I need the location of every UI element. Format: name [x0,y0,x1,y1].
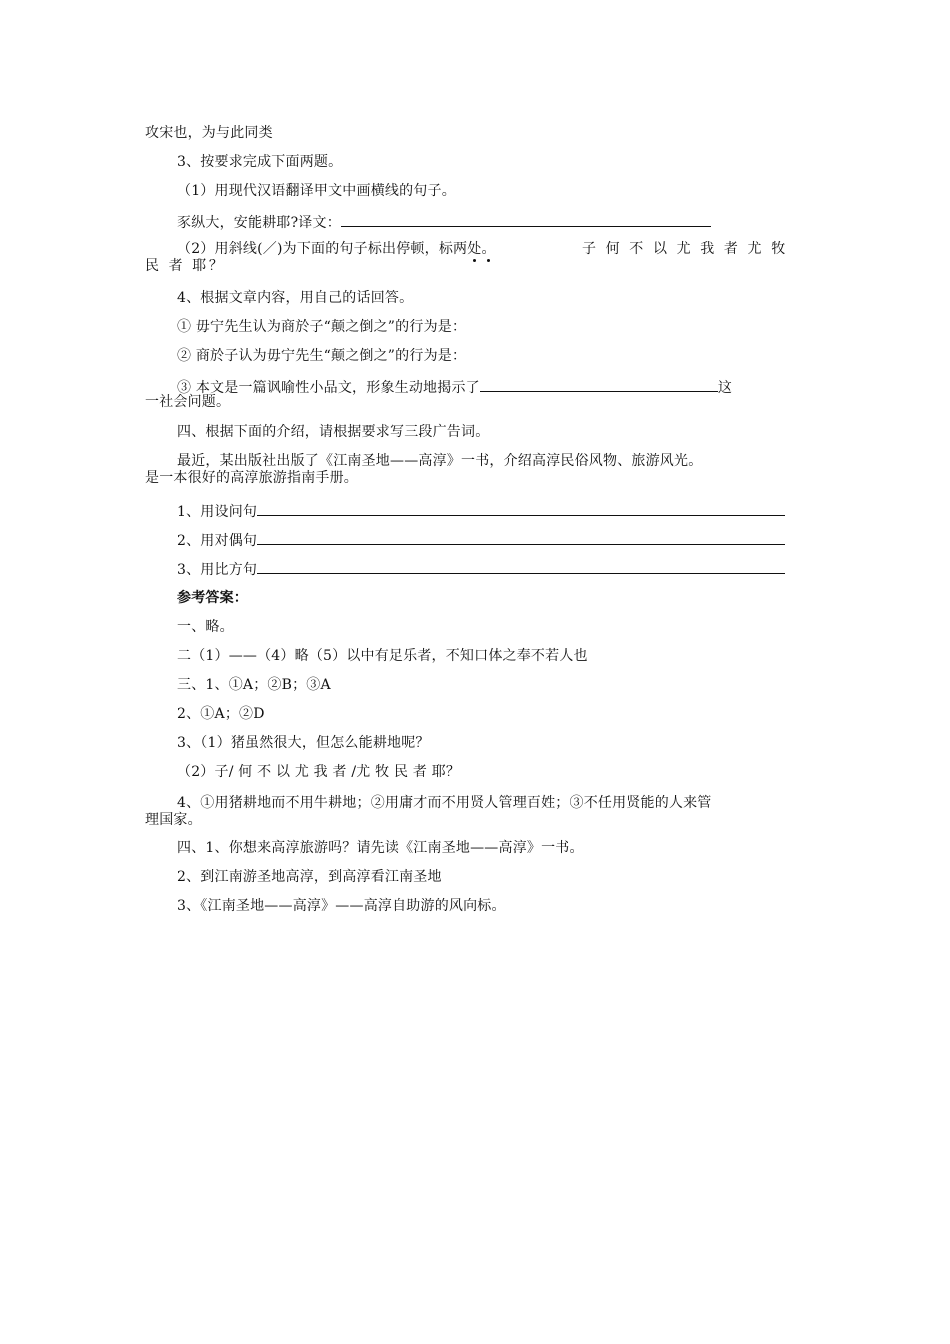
ad-task-2 [177,530,785,550]
section-4-intro-end: 是一本很好的高淳旅游指南手册。 [145,470,358,486]
answer-1: 一、略。 [177,619,234,635]
ad-task-3 [177,559,785,579]
question-3-2-sentence-end: 民 者 耶？ [145,258,226,274]
question-4-3-text-end: 这 [717,380,733,396]
ad-task-1 [177,501,785,521]
answer-3-4-end: 理国家。 [145,812,202,828]
ad-task-2-blank[interactable] [257,530,785,545]
question-4-3-blank[interactable] [480,377,718,392]
question-4-3 [177,377,732,397]
answer-4-3: 3、《江南圣地——高淳》——高淳自助游的风向标。 [177,898,506,914]
translation-answer-blank[interactable] [341,212,711,227]
question-4-1: ① 毋宁先生认为商於子“颠之倒之”的行为是： [177,319,467,335]
question-3-2-sentence: 子 何 不 以 尤 我 者 尤 牧 [582,241,788,257]
ad-task-3-blank[interactable] [257,559,785,574]
emphasis-dot-char-1: 处 [467,241,482,257]
answer-3-4: 4、①用猪耕地而不用牛耕地；②用庸才而不用贤人管理百姓；③不任用贤能的人来管 [177,795,712,811]
section-4-heading: 四、根据下面的介绍，请根据要求写三段广告词。 [177,424,490,440]
translation-prompt: 豕纵大，安能耕耶?译文： [177,215,341,231]
answer-3-3-1: 3、（1）猪虽然很大，但怎么能耕地呢？ [177,735,430,751]
question-4-3-text: ③ 本文是一篇讽喻性小品文，形象生动地揭示了 [177,380,480,396]
question-4-2: ② 商於子认为毋宁先生“颠之倒之”的行为是： [177,348,467,364]
question-3-heading: 3、按要求完成下面两题。 [177,154,343,170]
question-4-3-continuation: 一社会问题。 [145,394,231,410]
question-3-2-text: （2）用斜线(／)为下面的句子标出停顿，标两 [177,241,468,257]
answer-4-2: 2、到江南游圣地高淳，到高淳看江南圣地 [177,869,442,885]
translation-line [177,212,711,232]
answer-3-1: 三、1、①A；②B；③A [177,677,331,693]
emphasis-dot-char-2: 。 [481,241,496,257]
answer-4-1: 四、1、你想来高淳旅游吗？请先读《江南圣地——高淳》一书。 [177,840,584,856]
answers-heading: 参考答案： [177,590,248,606]
answer-3-3-2: （2）子/ 何 不 以 尤 我 者 /尤 牧 民 者 耶？ [177,764,461,780]
line-01: 攻宋也，为与此同类 [145,125,273,141]
question-3-2 [177,241,496,258]
ad-task-1-label: 1、用设问句 [177,504,258,520]
ad-task-3-label: 3、用比方句 [177,562,258,578]
ad-task-2-label: 2、用对偶句 [177,533,258,549]
question-4-heading: 4、根据文章内容，用自己的话回答。 [177,290,414,306]
ad-task-1-blank[interactable] [257,501,785,516]
answer-2: 二（1）——（4）略（5）以中有足乐者，不知口体之奉不若人也 [177,648,588,664]
answer-3-2: 2、①A；②D [177,706,265,722]
question-3-1: （1）用现代汉语翻译甲文中画横线的句子。 [177,183,456,199]
section-4-intro: 最近，某出版社出版了《江南圣地——高淳》一书，介绍高淳民俗风物、旅游风光。 [177,453,703,469]
